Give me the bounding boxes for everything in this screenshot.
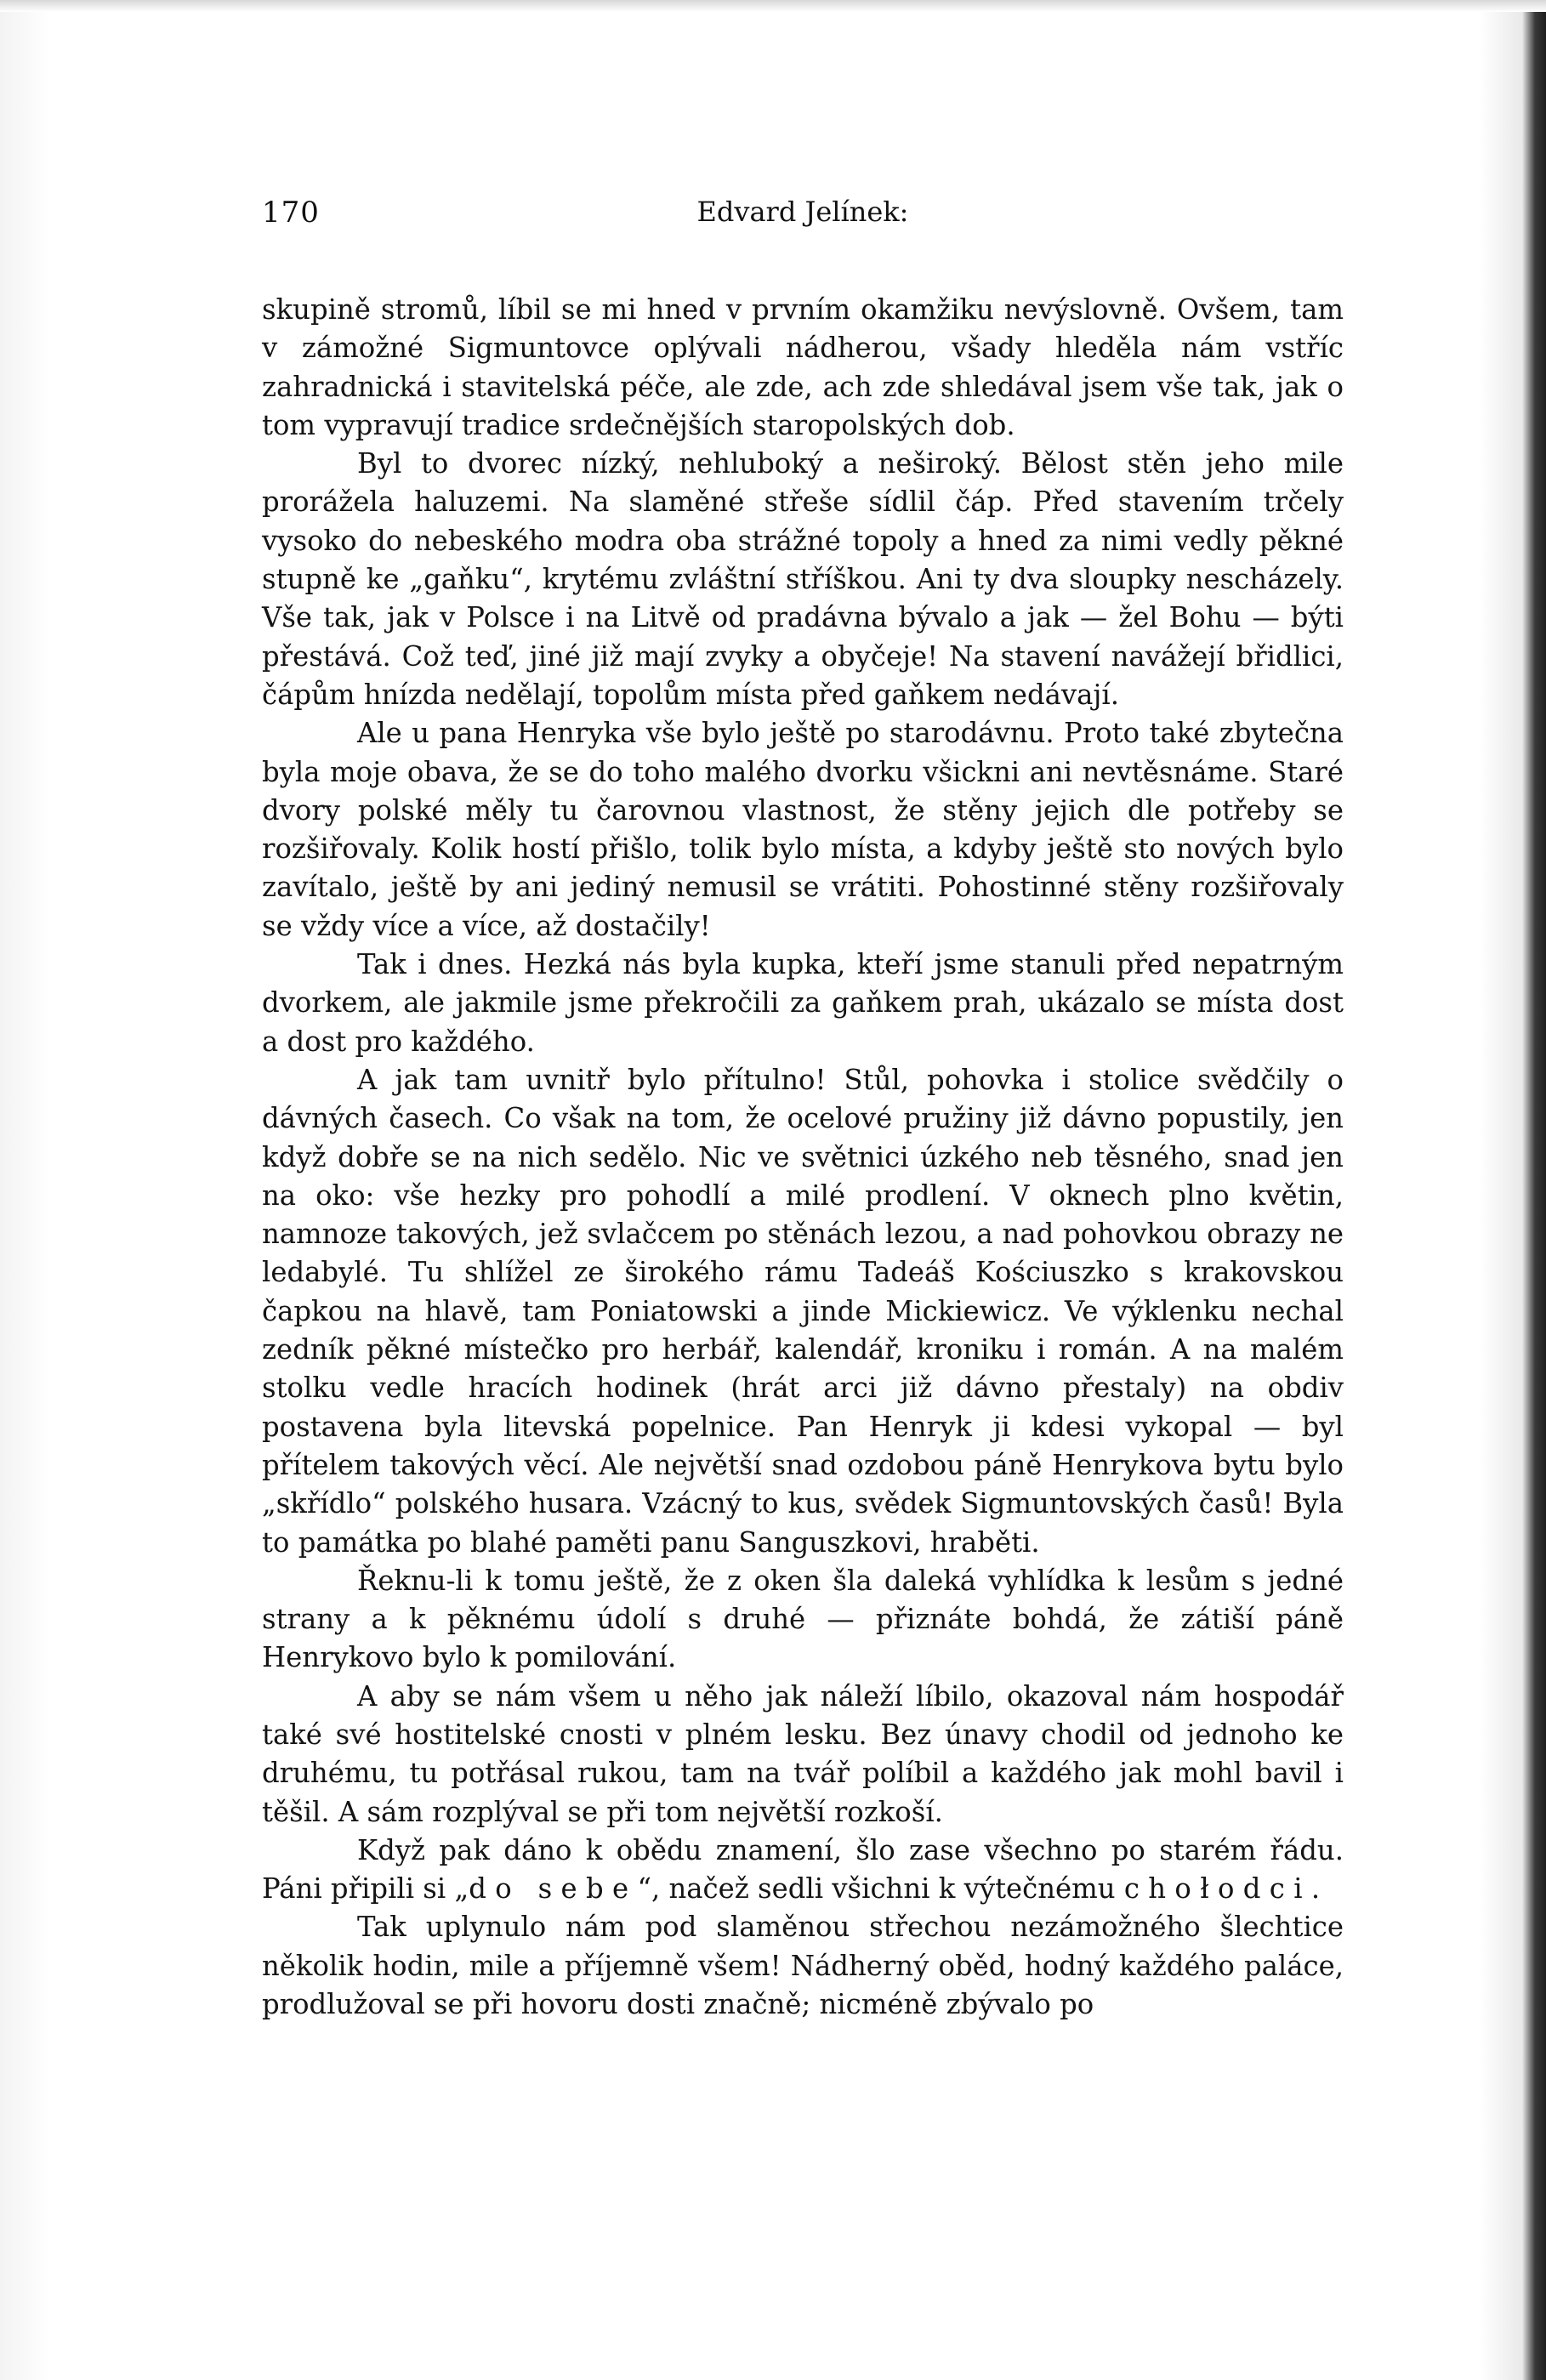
text-run: Řeknu-li k tomu ještě, že z oken šla daleká vyhlídka k lesům s jedné strany a k pěknému údolí s druhé — přiznáte bohdá, že zátiší páně Henrykovo bylo k pomilování.	[262, 1564, 1344, 1674]
text-run-spaced: do sebe	[469, 1872, 638, 1906]
running-head-title: Edvard Jelínek:	[696, 196, 909, 228]
text-run: Tak i dnes. Hezká nás byla kupka, kteří jsme stanuli před nepatrným dvorkem, ale jakmile jsme překročili za gaňkem prah, ukázalo se místa dost a dost pro každého.	[262, 948, 1344, 1058]
paragraph-8	[262, 1832, 1344, 1909]
paragraph-9	[262, 1908, 1344, 2024]
paragraph-7	[262, 1678, 1344, 1832]
page-number: 170	[262, 196, 320, 230]
page-top-edge	[0, 0, 1546, 12]
book-page	[262, 196, 1344, 2024]
text-run: Ale u pana Henryka vše bylo ještě po starodávnu. Proto také zbytečna byla moje obava, že se do toho malého dvorku všickni ani nevtěsnáme. Staré dvory polské měly tu čarovnou vlastnost, že stěny jejich dle potřeby se rozšiřovaly. Kolik hostí přišlo, tolik bylo místa, a kdyby ještě sto nových bylo zavítalo, ještě by ani jediný nemusil se vrátiti. Pohostinné stěny rozšiřovaly se vždy více a více, až dostačily!	[262, 717, 1344, 942]
text-body	[262, 291, 1344, 2024]
paragraph-2	[262, 445, 1344, 714]
text-run: skupině stromů, líbil se mi hned v prvním okamžiku nevýslovně. Ovšem, tam v zámožné Sigmuntovce oplývali nádherou, všady hleděla nám vstříc zahradnická i stavitelská péče, ale zde, ach zde shledával jsem vše tak, jak o tom vypravují tradice srdečnějších staropolských dob.	[262, 293, 1344, 441]
text-run: Tak uplynulo nám pod slaměnou střechou nezámožného šlechtice několik hodin, mile a příjemně všem! Nádherný oběd, hodný každého paláce, prodlužoval se při hovoru dosti značně; nicméně zbývalo po	[262, 1911, 1344, 2021]
text-run: Byl to dvorec nízký, nehluboký a neširoký. Bělost stěn jeho mile prorážela haluzemi. Na slaměné střeše sídlil čáp. Před stavením trčely vysoko do nebeského modra oba strážné topoly a hned za nimi vedly pěkné stupně ke „gaňku“, krytému zvláštní stříškou. Ani ty dva sloupky nescházely. Vše tak, jak v Polsce i na Litvě od pradávna bývalo a jak — žel Bohu — býti přestává. Což teď, jiné již mají zvyky a obyčeje! Na stavení navážejí břidlici, čápům hnízda nedělají, topolům místa před gaňkem nedávají.	[262, 447, 1344, 711]
text-run: .	[1310, 1872, 1321, 1906]
text-run: Když pak dáno k obědu znamení, šlo zase všechno po starém řádu. Páni připili si „	[262, 1833, 1344, 1906]
paragraph-3	[262, 714, 1344, 946]
text-run: “, načež sedli všichni k výtečnému	[637, 1872, 1124, 1906]
running-head	[262, 196, 1344, 243]
text-run: A aby se nám všem u něho jak náleží líbilo, okazoval nám hospodář také své hostitelské cnosti v plném lesku. Bez únavy chodil od jednoho ke druhému, tu potřásal rukou, tam na tvář políbil a každého jak mohl bavil i těšil. A sám rozplýval se při tom největší rozkoší.	[262, 1679, 1344, 1828]
paragraph-4	[262, 946, 1344, 1061]
paragraph-6	[262, 1562, 1344, 1678]
text-run: A jak tam uvnitř bylo přítulno! Stůl, pohovka i stolice svědčily o dávných časech. Co však na tom, že ocelové pružiny již dávno popustily, jen když dobře se na nich sedělo. Nic ve světnici úzkého neb těsného, snad jen na oko: vše hezky pro pohodlí a milé prodlení. V oknech plno květin, namnoze takových, jež svlačcem po stěnách lezou, a nad pohovkou obrazy ne ledabylé. Tu shlížel ze širokého rámu Tadeáš Kościuszko s krakovskou čapkou na hlavě, tam Poniatowski a jinde Mickiewicz. Ve výklenku nechal zedník pěkné místečko pro herbář, kalendář, kroniku i román. A na malém stolku vedle hracích hodinek (hrát arci již dávno přestaly) na obdiv postavena byla litevská popelnice. Pan Henryk ji kdesi vykopal — byl přítelem takových věcí. Ale největší snad ozdobou páně Henrykova bytu bylo „skřídlo“ polského husara. Vzácný to kus, svědek Sigmuntovských časů! Byla to památka po blahé paměti panu Sanguszkovi, hraběti.	[262, 1063, 1344, 1559]
paragraph-1	[262, 291, 1344, 445]
paragraph-5	[262, 1061, 1344, 1562]
text-run-spaced: chołodci	[1123, 1872, 1311, 1906]
